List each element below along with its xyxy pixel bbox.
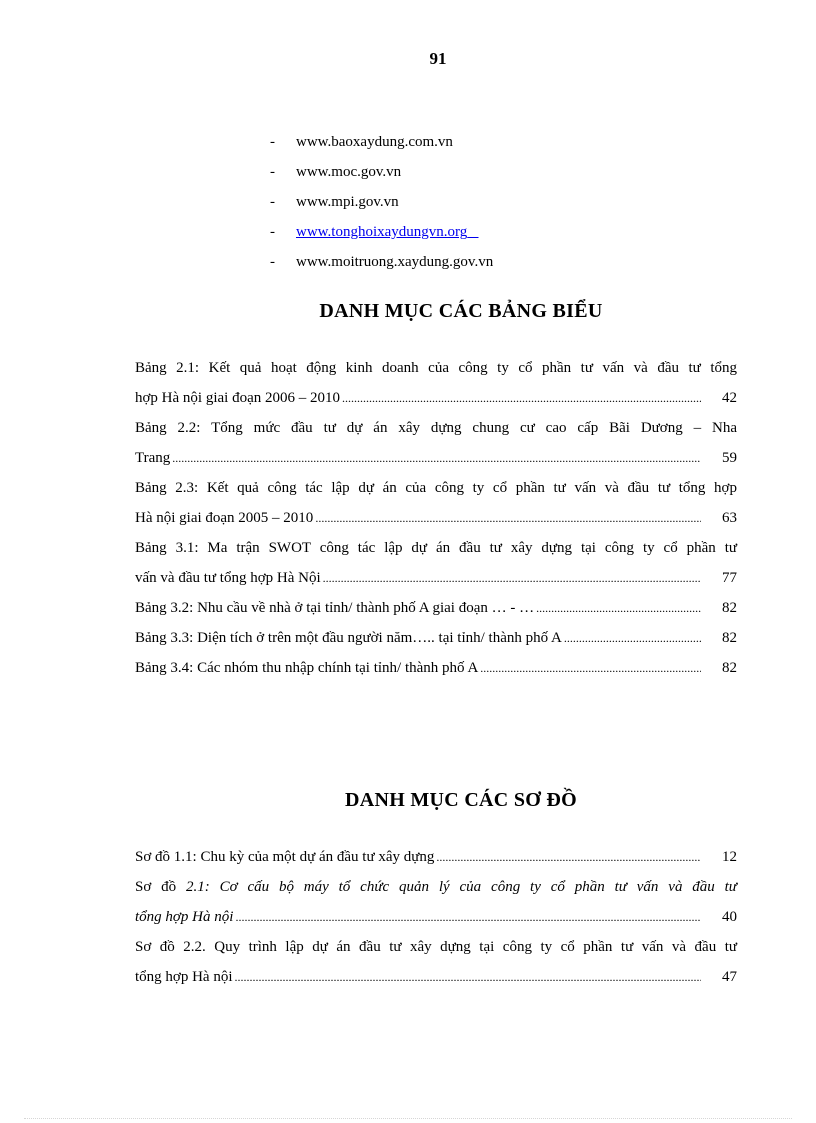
dot-leader bbox=[172, 443, 701, 473]
toc-entry-text: Bảng 2.3: Kết quả công tác lập dự án của công ty cổ phần tư vấn và đầu tư tổng hợp bbox=[135, 480, 737, 496]
toc-entry-text: tổng hợp Hà nội bbox=[135, 909, 234, 925]
reference-url: www.baoxaydung.com.vn bbox=[296, 134, 453, 150]
dot-leader bbox=[323, 563, 701, 593]
page-number: 91 bbox=[429, 49, 447, 68]
toc-page-number: 63 bbox=[722, 510, 737, 526]
tables-section-title: DANH MỤC CÁC BẢNG BIỂU bbox=[319, 300, 603, 322]
dot-leader bbox=[235, 962, 701, 992]
reference-item bbox=[270, 161, 493, 191]
toc-entry bbox=[135, 413, 737, 473]
toc-entry-text: Bảng 3.2: Nhu cầu về nhà ở tại tỉnh/ thành phố A giai đoạn … - … bbox=[135, 600, 535, 616]
toc-entry-text: 2.1: Cơ cấu bộ máy tổ chức quản lý của công ty cổ phần tư vấn và đầu tư bbox=[185, 879, 737, 895]
reference-link[interactable]: www.tonghoixaydungvn.org bbox=[296, 224, 468, 240]
toc-entry-text: Bảng 3.3: Diện tích ở trên một đầu người năm….. tại tỉnh/ thành phố A bbox=[135, 630, 562, 646]
dot-leader bbox=[480, 653, 701, 683]
toc-page-number: 12 bbox=[722, 849, 737, 865]
toc-entry bbox=[135, 872, 737, 932]
toc-entry-text: Bảng 2.1: Kết quả hoạt động kinh doanh của công ty cổ phần tư vấn và đầu tư tổng bbox=[135, 360, 737, 376]
toc-entry-text: Trang bbox=[135, 450, 171, 466]
dot-leader bbox=[436, 842, 701, 872]
toc-entry bbox=[135, 533, 737, 593]
toc-entry-text: Hà nội giai đoạn 2005 – 2010 bbox=[135, 510, 314, 526]
list-dash: - bbox=[270, 134, 275, 150]
dot-leader bbox=[564, 623, 701, 653]
diagrams-toc bbox=[135, 842, 737, 992]
toc-page-number: 40 bbox=[722, 909, 737, 925]
toc-entry-text: Bảng 2.2: Tổng mức đầu tư dự án xây dựng chung cư cao cấp Bãi Dương – Nha bbox=[135, 420, 737, 436]
reference-url: www.mpi.gov.vn bbox=[296, 194, 399, 210]
reference-url: www.moc.gov.vn bbox=[296, 164, 402, 180]
dot-leader bbox=[235, 902, 701, 932]
toc-entry-text: tổng hợp Hà nội bbox=[135, 969, 233, 985]
toc-page-number: 82 bbox=[722, 600, 737, 616]
toc-page-number: 82 bbox=[722, 630, 737, 646]
toc-page-number: 47 bbox=[722, 969, 737, 985]
list-dash: - bbox=[270, 224, 275, 240]
reference-item bbox=[270, 131, 493, 161]
page-bottom-border bbox=[24, 1118, 792, 1119]
toc-entry-text: Sơ đồ 2.2. Quy trình lập dự án đầu tư xây dựng tại công ty cổ phần tư vấn và đầu tư bbox=[135, 939, 737, 955]
toc-entry bbox=[135, 353, 737, 413]
list-dash: - bbox=[270, 254, 275, 270]
reference-url: www.moitruong.xaydung.gov.vn bbox=[296, 254, 494, 270]
toc-entry bbox=[135, 593, 737, 623]
list-dash: - bbox=[270, 164, 275, 180]
toc-entry-text: Bảng 3.4: Các nhóm thu nhập chính tại tỉnh/ thành phố A bbox=[135, 660, 479, 676]
toc-page-number: 82 bbox=[722, 660, 737, 676]
toc-entry bbox=[135, 842, 737, 872]
reference-item bbox=[270, 191, 493, 221]
toc-page-number: 59 bbox=[722, 450, 737, 466]
toc-entry-prefix: Sơ đồ bbox=[135, 879, 186, 895]
toc-entry bbox=[135, 623, 737, 653]
toc-entry bbox=[135, 932, 737, 992]
reference-list bbox=[270, 131, 493, 281]
reference-item bbox=[270, 221, 493, 251]
dot-leader bbox=[342, 383, 701, 413]
dot-leader bbox=[536, 593, 701, 623]
reference-item bbox=[270, 251, 493, 281]
toc-entry-text: vấn và đầu tư tổng hợp Hà Nội bbox=[135, 570, 321, 586]
toc-entry-text: Bảng 3.1: Ma trận SWOT công tác lập dự án đầu tư xây dựng tại công ty cổ phần tư bbox=[135, 540, 737, 556]
list-dash: - bbox=[270, 194, 275, 210]
toc-entry-text: Sơ đồ 1.1: Chu kỳ của một dự án đầu tư xây dựng bbox=[135, 849, 435, 865]
toc-entry bbox=[135, 473, 737, 533]
tables-toc bbox=[135, 353, 737, 683]
toc-page-number: 42 bbox=[722, 390, 737, 406]
diagrams-section-title: DANH MỤC CÁC SƠ ĐỒ bbox=[344, 789, 578, 811]
dot-leader bbox=[315, 503, 701, 533]
toc-entry-text: hợp Hà nội giai đoạn 2006 – 2010 bbox=[135, 390, 340, 406]
toc-entry bbox=[135, 653, 737, 683]
toc-page-number: 77 bbox=[722, 570, 737, 586]
